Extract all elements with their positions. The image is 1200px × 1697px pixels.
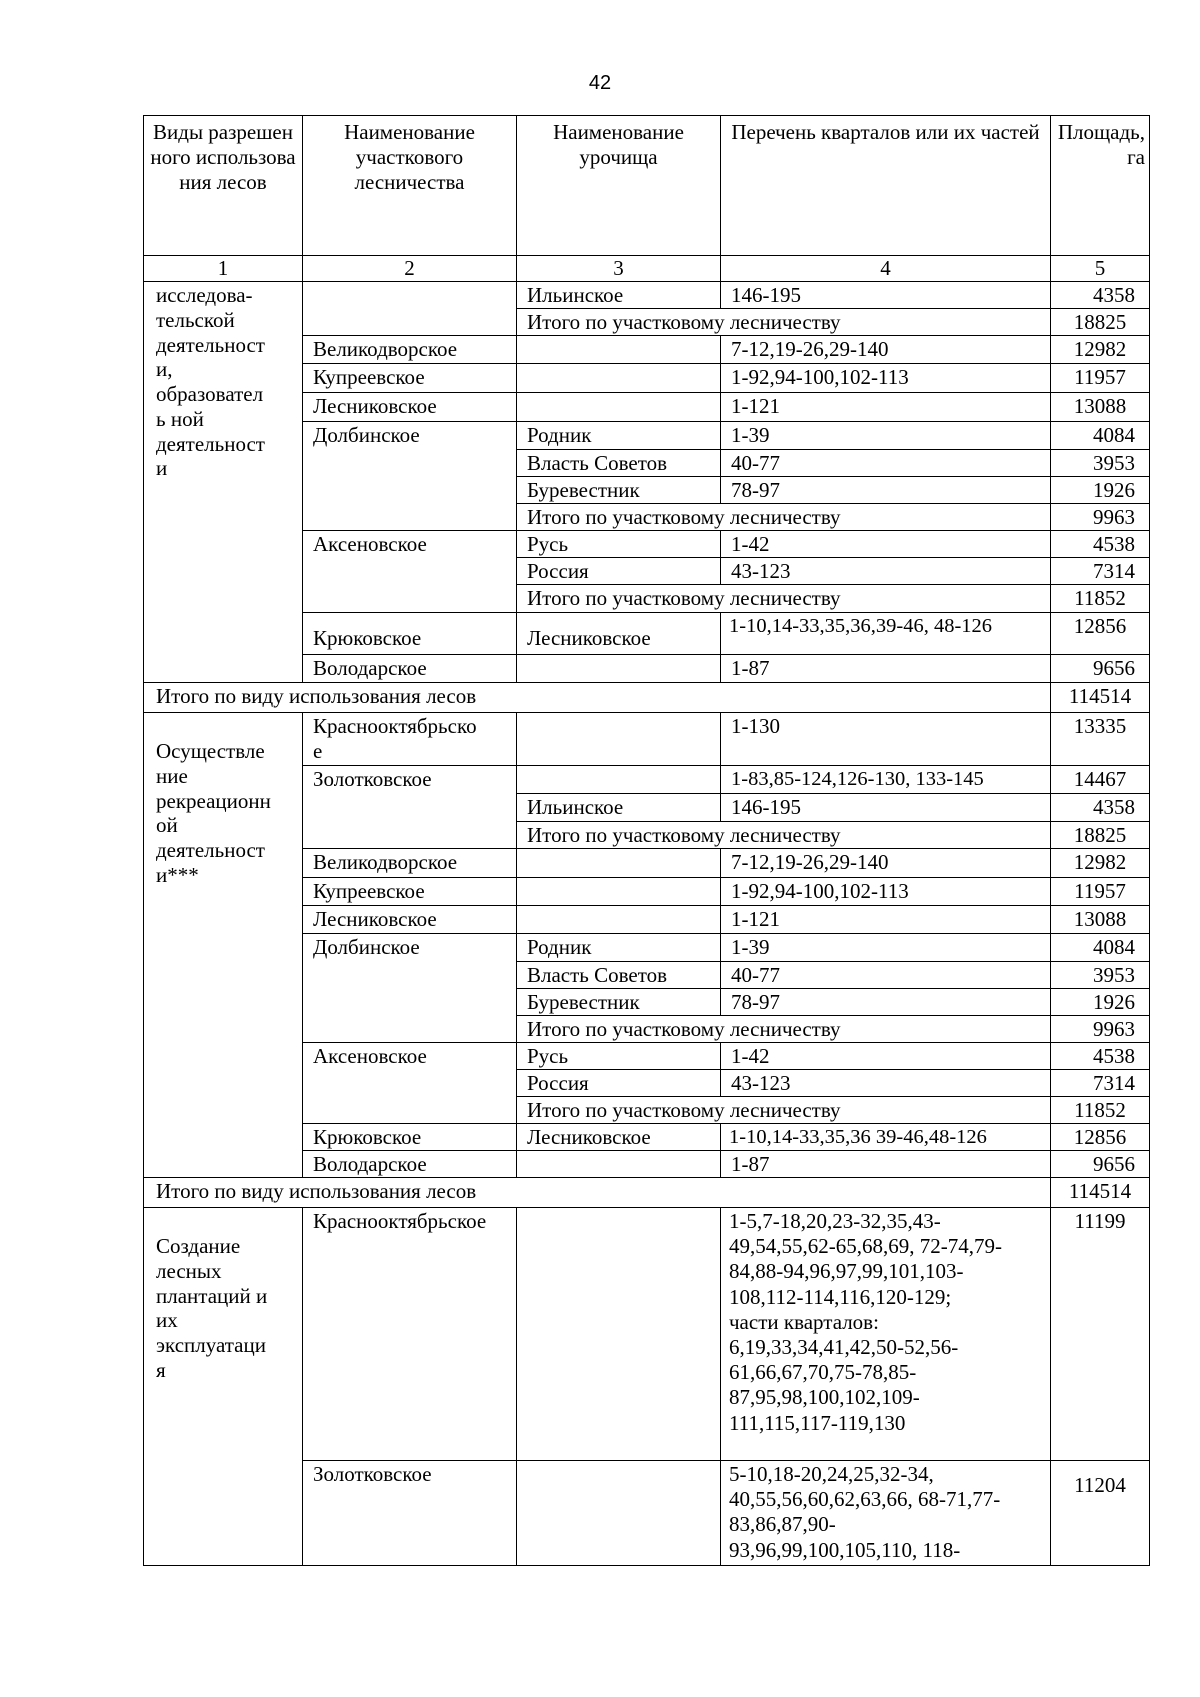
area-cell: 12856 [1051, 1124, 1150, 1151]
quarters-cell: 1-10,14-33,35,36 39-46,48-126 [721, 1124, 1051, 1151]
header-row [144, 116, 1150, 256]
forest-use-table [143, 115, 1150, 1566]
tract-cell [517, 849, 721, 878]
header-quarters: Перечень кварталов или их частей [721, 116, 1051, 256]
area-cell: 11957 [1051, 364, 1150, 393]
district-cell: Лесниковское [303, 906, 517, 934]
area-cell: 11204 [1051, 1461, 1150, 1566]
district-cell: Крюковское [303, 1124, 517, 1151]
area-cell: 4358 [1051, 282, 1150, 309]
column-number-row [144, 256, 1150, 282]
quarters-cell: 78-97 [721, 989, 1051, 1016]
quarters-cell: 1-5,7-18,20,23-32,35,43- 49,54,55,62-65,68,69, 72-74,79- 84,88-94,96,97,99,101,103- 108,112-114,116,120-129; части кварталов: 6,19,33,34,41,42,50-52,56- 61,66,67,70,75-78,85- 87,95,98,100,102,109- 111,115,117-119,130 [721, 1208, 1051, 1461]
area-cell: 4084 [1051, 934, 1150, 962]
area-cell: 4084 [1051, 422, 1150, 450]
tract-cell: Буревестник [517, 477, 721, 504]
area-cell: 9656 [1051, 1151, 1150, 1178]
area-cell: 11852 [1051, 1097, 1150, 1124]
page-number: 42 [588, 72, 612, 94]
area-cell: 1926 [1051, 477, 1150, 504]
district-cell: Долбинское [303, 422, 517, 531]
tract-cell [517, 1208, 721, 1461]
quarters-cell: 1-92,94-100,102-113 [721, 878, 1051, 906]
district-cell [303, 282, 517, 336]
quarters-cell: 5-10,18-20,24,25,32-34, 40,55,56,60,62,63,66, 68-71,77- 83,86,87,90- 93,96,99,100,105,110, 118- [721, 1461, 1051, 1566]
tract-cell: Родник [517, 934, 721, 962]
quarters-cell: 7-12,19-26,29-140 [721, 336, 1051, 364]
tract-cell: Россия [517, 1070, 721, 1097]
col-number-3: 3 [517, 256, 721, 282]
district-cell: Аксеновское [303, 531, 517, 613]
area-cell: 4358 [1051, 794, 1150, 822]
tract-cell: Ильинское [517, 794, 721, 822]
area-cell: 12982 [1051, 849, 1150, 878]
quarters-cell: 43-123 [721, 558, 1051, 585]
district-cell: Краснооктябрьское [303, 1208, 517, 1461]
total-row [144, 1178, 1150, 1208]
col-number-5: 5 [1051, 256, 1150, 282]
district-cell: Лесниковское [303, 393, 517, 422]
header-tract: Наименование урочища [517, 116, 721, 256]
quarters-cell: 1-83,85-124,126-130, 133-145 [721, 766, 1051, 794]
area-cell: 9656 [1051, 655, 1150, 683]
tract-cell [517, 655, 721, 683]
quarters-cell: 1-130 [721, 713, 1051, 766]
area-cell: 4538 [1051, 1043, 1150, 1070]
tract-cell: Русь [517, 531, 721, 558]
district-cell: Аксеновское [303, 1043, 517, 1124]
col-number-4: 4 [721, 256, 1051, 282]
tract-cell: Родник [517, 422, 721, 450]
district-cell: Великодворское [303, 336, 517, 364]
use-type-recreation: Осуществле ние рекреационн ой деятельност и*** [144, 713, 303, 1178]
district-cell: Купреевское [303, 364, 517, 393]
district-cell: Золотковское [303, 766, 517, 849]
quarters-cell: 40-77 [721, 962, 1051, 989]
tract-cell: Лесниковское [517, 1124, 721, 1151]
table-row [144, 713, 1150, 766]
quarters-cell: 1-92,94-100,102-113 [721, 364, 1051, 393]
area-cell: 18825 [1051, 822, 1150, 849]
area-cell: 9963 [1051, 1016, 1150, 1043]
district-cell: Володарское [303, 655, 517, 683]
tract-cell [517, 713, 721, 766]
quarters-cell: 1-121 [721, 393, 1051, 422]
tract-cell: Буревестник [517, 989, 721, 1016]
use-type-plantations: Создание лесных плантаций и их эксплуатаци я [144, 1208, 303, 1566]
tract-cell [517, 906, 721, 934]
area-cell: 13335 [1051, 713, 1150, 766]
area-cell: 12856 [1051, 613, 1150, 655]
tract-cell [517, 1461, 721, 1566]
area-cell: 13088 [1051, 906, 1150, 934]
tract-cell: Власть Советов [517, 962, 721, 989]
tract-cell: Лесниковское [517, 613, 721, 655]
district-cell: Купреевское [303, 878, 517, 906]
tract-cell [517, 364, 721, 393]
tract-cell [517, 878, 721, 906]
quarters-cell: 146-195 [721, 282, 1051, 309]
use-type-research: исследова- тельской деятельност и, образовател ь ной деятельност и [144, 282, 303, 683]
subtotal-label: Итого по участковому лесничеству [517, 309, 1051, 336]
total-area: 114514 [1051, 683, 1150, 713]
header-use-type: Виды разрешенного использования лесов [144, 116, 303, 256]
quarters-cell: 7-12,19-26,29-140 [721, 849, 1051, 878]
total-area: 114514 [1051, 1178, 1150, 1208]
tract-cell: Власть Советов [517, 450, 721, 477]
quarters-cell: 40-77 [721, 450, 1051, 477]
tract-cell [517, 393, 721, 422]
subtotal-label: Итого по участковому лесничеству [517, 822, 1051, 849]
total-label: Итого по виду использования лесов [144, 683, 1051, 713]
subtotal-label: Итого по участковому лесничеству [517, 504, 1051, 531]
tract-cell [517, 1151, 721, 1178]
area-cell: 13088 [1051, 393, 1150, 422]
district-cell: Краснооктябрьско е [303, 713, 517, 766]
total-label: Итого по виду использования лесов [144, 1178, 1051, 1208]
area-cell: 7314 [1051, 1070, 1150, 1097]
total-row [144, 683, 1150, 713]
district-cell: Крюковское [303, 613, 517, 655]
quarters-cell: 1-87 [721, 1151, 1051, 1178]
area-cell: 9963 [1051, 504, 1150, 531]
table-row [144, 282, 1150, 309]
district-cell: Володарское [303, 1151, 517, 1178]
area-cell: 11957 [1051, 878, 1150, 906]
area-cell: 12982 [1051, 336, 1150, 364]
quarters-cell: 1-121 [721, 906, 1051, 934]
col-number-1: 1 [144, 256, 303, 282]
quarters-cell: 1-39 [721, 422, 1051, 450]
tract-cell: Россия [517, 558, 721, 585]
area-cell: 4538 [1051, 531, 1150, 558]
quarters-cell: 1-39 [721, 934, 1051, 962]
area-cell: 3953 [1051, 962, 1150, 989]
quarters-cell: 1-10,14-33,35,36,39-46, 48-126 [721, 613, 1051, 655]
area-cell: 11199 [1051, 1208, 1150, 1461]
table-row [144, 1208, 1150, 1461]
quarters-cell: 43-123 [721, 1070, 1051, 1097]
area-cell: 14467 [1051, 766, 1150, 794]
area-cell: 7314 [1051, 558, 1150, 585]
quarters-cell: 146-195 [721, 794, 1051, 822]
area-cell: 18825 [1051, 309, 1150, 336]
district-cell: Великодворское [303, 849, 517, 878]
tract-cell: Русь [517, 1043, 721, 1070]
header-district: Наименование участкового лесничества [303, 116, 517, 256]
quarters-cell: 1-87 [721, 655, 1051, 683]
quarters-cell: 1-42 [721, 531, 1051, 558]
area-cell: 11852 [1051, 585, 1150, 613]
subtotal-label: Итого по участковому лесничеству [517, 585, 1051, 613]
tract-cell [517, 766, 721, 794]
tract-cell [517, 336, 721, 364]
district-cell: Золотковское [303, 1461, 517, 1566]
quarters-cell: 78-97 [721, 477, 1051, 504]
district-cell: Долбинское [303, 934, 517, 1043]
col-number-2: 2 [303, 256, 517, 282]
subtotal-label: Итого по участковому лесничеству [517, 1016, 1051, 1043]
area-cell: 1926 [1051, 989, 1150, 1016]
quarters-cell: 1-42 [721, 1043, 1051, 1070]
area-cell: 3953 [1051, 450, 1150, 477]
header-area: Площадь,га [1051, 116, 1150, 256]
subtotal-label: Итого по участковому лесничеству [517, 1097, 1051, 1124]
tract-cell: Ильинское [517, 282, 721, 309]
